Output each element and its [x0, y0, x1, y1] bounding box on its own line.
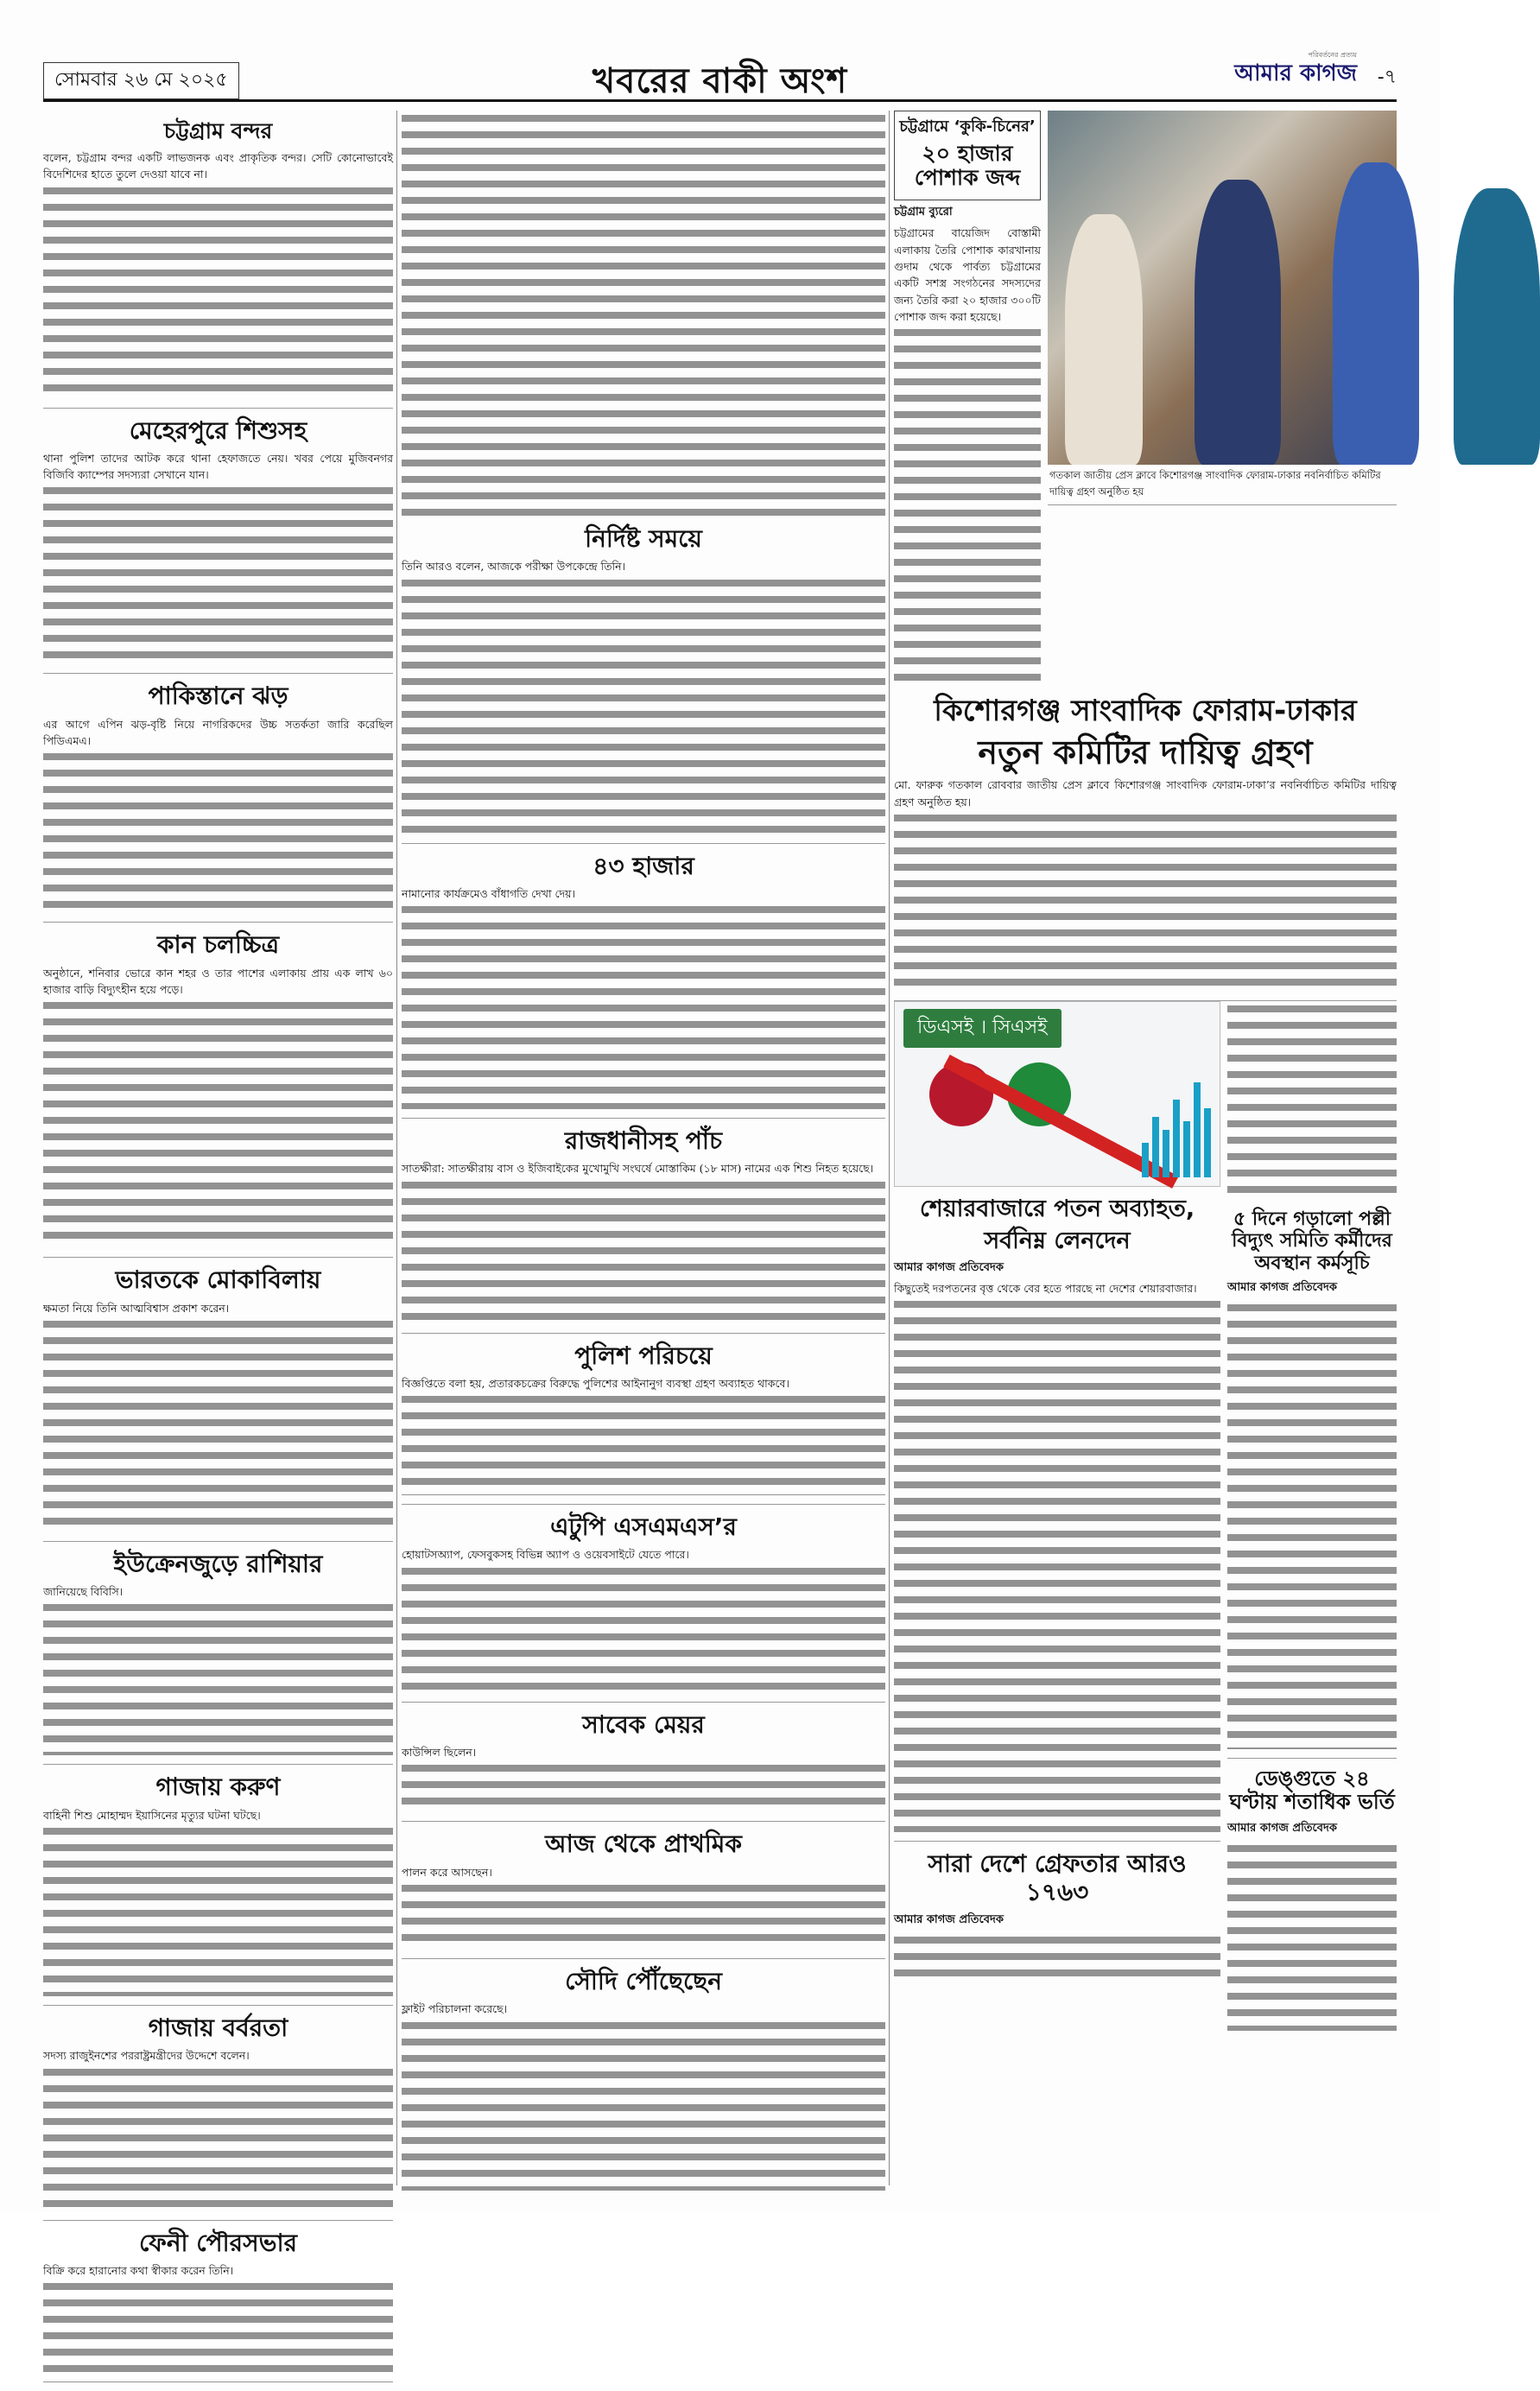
- article-body: [43, 1316, 393, 1532]
- page-header: [43, 50, 1397, 102]
- article-lead: নামানোর কার্যক্রমেও বাঁধাগতি দেখা দেয়।: [402, 886, 576, 900]
- headline: চট্টগ্রাম বন্দর: [163, 118, 273, 143]
- headline: পাকিস্তানে ঝড়: [148, 682, 288, 711]
- article-body: [894, 810, 1397, 992]
- article-body: [43, 749, 393, 913]
- headline: ৫ দিনে গড়ালো পল্লী বিদ্যুৎ সমিতি কর্মীদের অবস্থান কর্মসূচি: [1232, 1208, 1392, 1274]
- article-lead: এর আগে এপিন ঝড়-বৃষ্টি নিয়ে নাগরিকদের উচ্চ সতর্কতা জারি করেছিল পিডিএমএ।: [43, 717, 393, 747]
- photo-figure: [1065, 214, 1143, 465]
- top-row: [894, 111, 1397, 688]
- brand-tagline: পরিবর্তনের প্রত্যয়: [1308, 51, 1357, 59]
- article-primary: [402, 1822, 885, 1959]
- article-body: [402, 902, 885, 1109]
- headline: পুলিশ পরিচয়ে: [574, 1341, 713, 1370]
- dateline: চট্টগ্রাম ব্যুরো: [894, 206, 953, 219]
- headline: সৌদি পৌঁছেছেন: [565, 1966, 722, 1995]
- byline: আমার কাগজ প্রতিবেদক: [1227, 1280, 1337, 1294]
- brand-logo: আমার কাগজ: [1234, 60, 1357, 86]
- article-body: [43, 1600, 393, 1755]
- photo-caption: গতকাল জাতীয় প্রেস ক্লাবে কিশোরগঞ্জ সাংবাদিক ফোরাম-ঢাকার নবনির্বাচিত কমিটির দায়িত্ব গ্রহণ অনুষ্ঠিত হয়: [1048, 465, 1397, 505]
- photo-figure: [1454, 188, 1540, 465]
- article-body: [402, 2018, 885, 2191]
- article-body: [1227, 1300, 1397, 1749]
- byline: আমার কাগজ প্রতিবেদক: [894, 1912, 1004, 1926]
- article-body: [402, 1563, 885, 1693]
- article-ukraine: [43, 1542, 393, 1766]
- headline: ভারতকে মোকাবিলায়: [115, 1265, 321, 1295]
- article-feni: [43, 2221, 393, 2391]
- article-kuki-chin: [894, 111, 1041, 688]
- article-lead: সদস্য রাজুইনশের পররাষ্ট্রমন্ত্রীদের উদ্দেশে বলেন।: [43, 2049, 250, 2063]
- bottom-row: [894, 1001, 1397, 2039]
- article-gaza-2: [43, 2006, 393, 2221]
- article-body: [402, 575, 885, 834]
- article-chittagong-port: [43, 111, 393, 409]
- article-body: [43, 1823, 393, 1996]
- byline: আমার কাগজ প্রতিবেদক: [1227, 1822, 1337, 1836]
- article-capital-five: [402, 1119, 885, 1334]
- article-a2p-sms: [402, 1505, 885, 1703]
- article-body: [402, 1880, 885, 1950]
- byline: আমার কাগজ প্রতিবেদক: [894, 1261, 1004, 1275]
- article-body: [402, 1392, 885, 1495]
- article-lead: কিছুতেই দরপতনের বৃত্ত থেকে বের হতে পারছে না দেশের শেয়ারবাজার।: [894, 1282, 1197, 1296]
- column-3: [894, 111, 1397, 2185]
- headline: এটুপি এসএমএস’র: [550, 1513, 737, 1542]
- article-lead: মো. ফারুক গতকাল রোববার জাতীয় প্রেস ক্লাবে কিশোরগঞ্জ সাংবাদিক ফোরাম-ঢাকা’র নবনির্বাচিত কমিটির দায়িত্ব গ্রহণ অনুষ্ঠিত হয়।: [894, 778, 1397, 809]
- article-continuation: [402, 111, 885, 517]
- headline: আজ থেকে প্রাথমিক: [545, 1830, 742, 1859]
- issue-date: সোমবার ২৬ মে ২০২৫: [43, 62, 239, 99]
- article-lead: থানা পুলিশ তাদের আটক করে থানা হেফাজতে নেয়। খবর পেয়ে মুজিবনগর বিজিবি ক্যাম্পের সদস্যরা সেখানে যান।: [43, 451, 393, 482]
- headline: ২০ হাজার পোশাক জব্দ: [914, 140, 1021, 191]
- article-lead: অনুষ্ঠানে, শনিবার ভোরে কান শহর ও তার পাশের এলাকায় প্রায় এক লাখ ৬০ হাজার বাড়ি বিদ্যুৎহীন হয়ে পড়ে।: [43, 966, 393, 996]
- article-former-mayor: [402, 1703, 885, 1823]
- article-rural-electric: [1227, 1200, 1397, 1759]
- article-kishoreganj-forum: [894, 688, 1397, 1001]
- section-title: খবরের বাকী অংশ: [592, 61, 848, 101]
- headline: রাজধানীসহ পাঁচ: [564, 1126, 723, 1156]
- headline: মেহেরপুরে শিশুসহ: [129, 415, 307, 445]
- article-lead: বিক্রি করে হারানোর কথা স্বীকার করেন তিনি।: [43, 2263, 234, 2277]
- column-1: [43, 111, 393, 2277]
- article-lead: বাহিনী শিশু মোহাম্মদ ইয়াসিনের মৃত্যুর ঘটনা ঘটছে।: [43, 1808, 261, 1822]
- headline-line-2: নতুন কমিটির দায়িত্ব গ্রহণ: [978, 733, 1313, 771]
- photo-figure: [1333, 162, 1419, 465]
- headline: সারা দেশে গ্রেফতার আরও ১৭৬৩: [928, 1849, 1187, 1906]
- dse-cse-badge: ডিএসই । সিএসই: [903, 1009, 1062, 1048]
- article-lead: জানিয়েছে বিবিসি।: [43, 1585, 124, 1599]
- article-timely: [402, 517, 885, 844]
- article-body: [43, 2064, 393, 2211]
- article-lead: বলেন, চট্টগ্রাম বন্দর একটি লাভজনক এবং প্রাকৃতিক বন্দর। সেটি কোনোভাবেই বিদেশিদের হাতে তুলে দেওয়া যাবে না।: [43, 150, 393, 181]
- page-number: -৭: [1377, 67, 1397, 88]
- article-body: [894, 325, 1041, 688]
- article-body: [1227, 1841, 1397, 2031]
- article-lead: চট্টগ্রামের বায়েজিদ বোস্তামী এলাকায় তৈরি পোশাক কারখানায় গুদাম থেকে পার্বত্য চট্টগ্রামের একটি সশস্ত্র সংগঠনের সদস্যদের জন্য তৈরি করা ২০ হাজার ৩০০টি পোশাক জব্দ করা হয়েছে।: [894, 226, 1041, 324]
- article-saudi: [402, 1959, 885, 2199]
- article-lead: সাতক্ষীরা: সাতক্ষীরায় বাস ও ইজিবাইকের মুখোমুখি সংঘর্ষে মোস্তাকিম (১৮ মাস) নামের এক শিশু নিহত হয়েছে।: [402, 1162, 874, 1176]
- kicker: চট্টগ্রামে ‘কুকি-চিনের’: [899, 117, 1036, 136]
- article-body: [43, 998, 393, 1248]
- article-continuation: [1227, 1001, 1397, 1200]
- column-2: [402, 111, 885, 2185]
- article-lead: হোয়াটসঅ্যাপ, ফেসবুকসহ বিভিন্ন অ্যাপ ও ওয়েবসাইটে যেতে পারে।: [402, 1548, 689, 1562]
- article-arrests: [894, 1842, 1220, 1992]
- article-meherpur: [43, 409, 393, 675]
- headline-line-1: শেয়ারবাজারে পতন অব্যাহত,: [919, 1195, 1195, 1222]
- article-lead: পালন করে আসছেন।: [402, 1865, 492, 1879]
- right-stack: [1227, 1001, 1397, 2039]
- article-pakistan-storm: [43, 674, 393, 923]
- article-police-identity: [402, 1334, 885, 1506]
- page-number-value: ৭: [1384, 67, 1397, 88]
- article-stock-market: [894, 1187, 1220, 1842]
- headline: গাজায় বর্বরতা: [148, 2014, 288, 2042]
- event-photo: [1048, 111, 1397, 465]
- bar-graph-icon: [1142, 1082, 1211, 1177]
- headline: ইউক্রেনজুড়ে রাশিয়ার: [113, 1549, 323, 1578]
- article-body: [402, 1177, 885, 1324]
- column-rule: [396, 111, 397, 2185]
- headline: কান চলচ্চিত্র: [156, 930, 280, 960]
- photo-figure: [1195, 180, 1281, 465]
- headline-line-1: কিশোরগঞ্জ সাংবাদিক ফোরাম-ঢাকার: [934, 694, 1357, 729]
- article-lead: তিনি আরও বলেন, আজকে পরীক্ষা উপকেন্দ্রে তিনি।: [402, 560, 626, 574]
- article-body: [43, 183, 393, 399]
- headline: ৪৩ হাজার: [593, 851, 694, 880]
- article-body: [43, 2279, 393, 2382]
- article-body: [894, 1297, 1220, 1832]
- headline: নির্দিষ্ট সময়ে: [585, 524, 702, 553]
- kicker-box: [894, 111, 1041, 200]
- column-rule: [889, 111, 890, 2185]
- article-body: [894, 1932, 1220, 1984]
- photo-block: [1048, 111, 1397, 688]
- headline: গাজায় করুণ: [155, 1773, 281, 1802]
- article-gaza-1: [43, 1765, 393, 2006]
- article-43-thousand: [402, 844, 885, 1119]
- headline-line-2: সর্বনিম্ন লেনদেন: [984, 1227, 1131, 1255]
- article-dengue: [1227, 1759, 1397, 2039]
- article-lead: বিজ্ঞপ্তিতে বলা হয়, প্রতারকচক্রের বিরুদ্ধে পুলিশের আইনানুগ ব্যবস্থা গ্রহণ অব্যাহত থাকবে।: [402, 1376, 789, 1390]
- article-lead: ক্ষমতা নিয়ে তিনি আত্মবিশ্বাস প্রকাশ করেন।: [43, 1301, 230, 1315]
- headline: সাবেক মেয়র: [582, 1709, 705, 1739]
- article-lead: কাউন্সিল ছিলেন।: [402, 1746, 477, 1759]
- article-cannes: [43, 923, 393, 1258]
- headline: ফেনী পৌরসভার: [139, 2228, 297, 2257]
- headline: ডেঙ্গুতে ২৪ ঘণ্টায় শতাধিক ভর্তি: [1229, 1766, 1395, 1815]
- article-india: [43, 1258, 393, 1542]
- article-lead: ফ্লাইট পরিচালনা করেছে।: [402, 2002, 508, 2016]
- stock-market-image: [894, 1001, 1220, 1187]
- article-body: [43, 483, 393, 664]
- left-stack: [894, 1001, 1220, 2039]
- article-body: [402, 1760, 885, 1812]
